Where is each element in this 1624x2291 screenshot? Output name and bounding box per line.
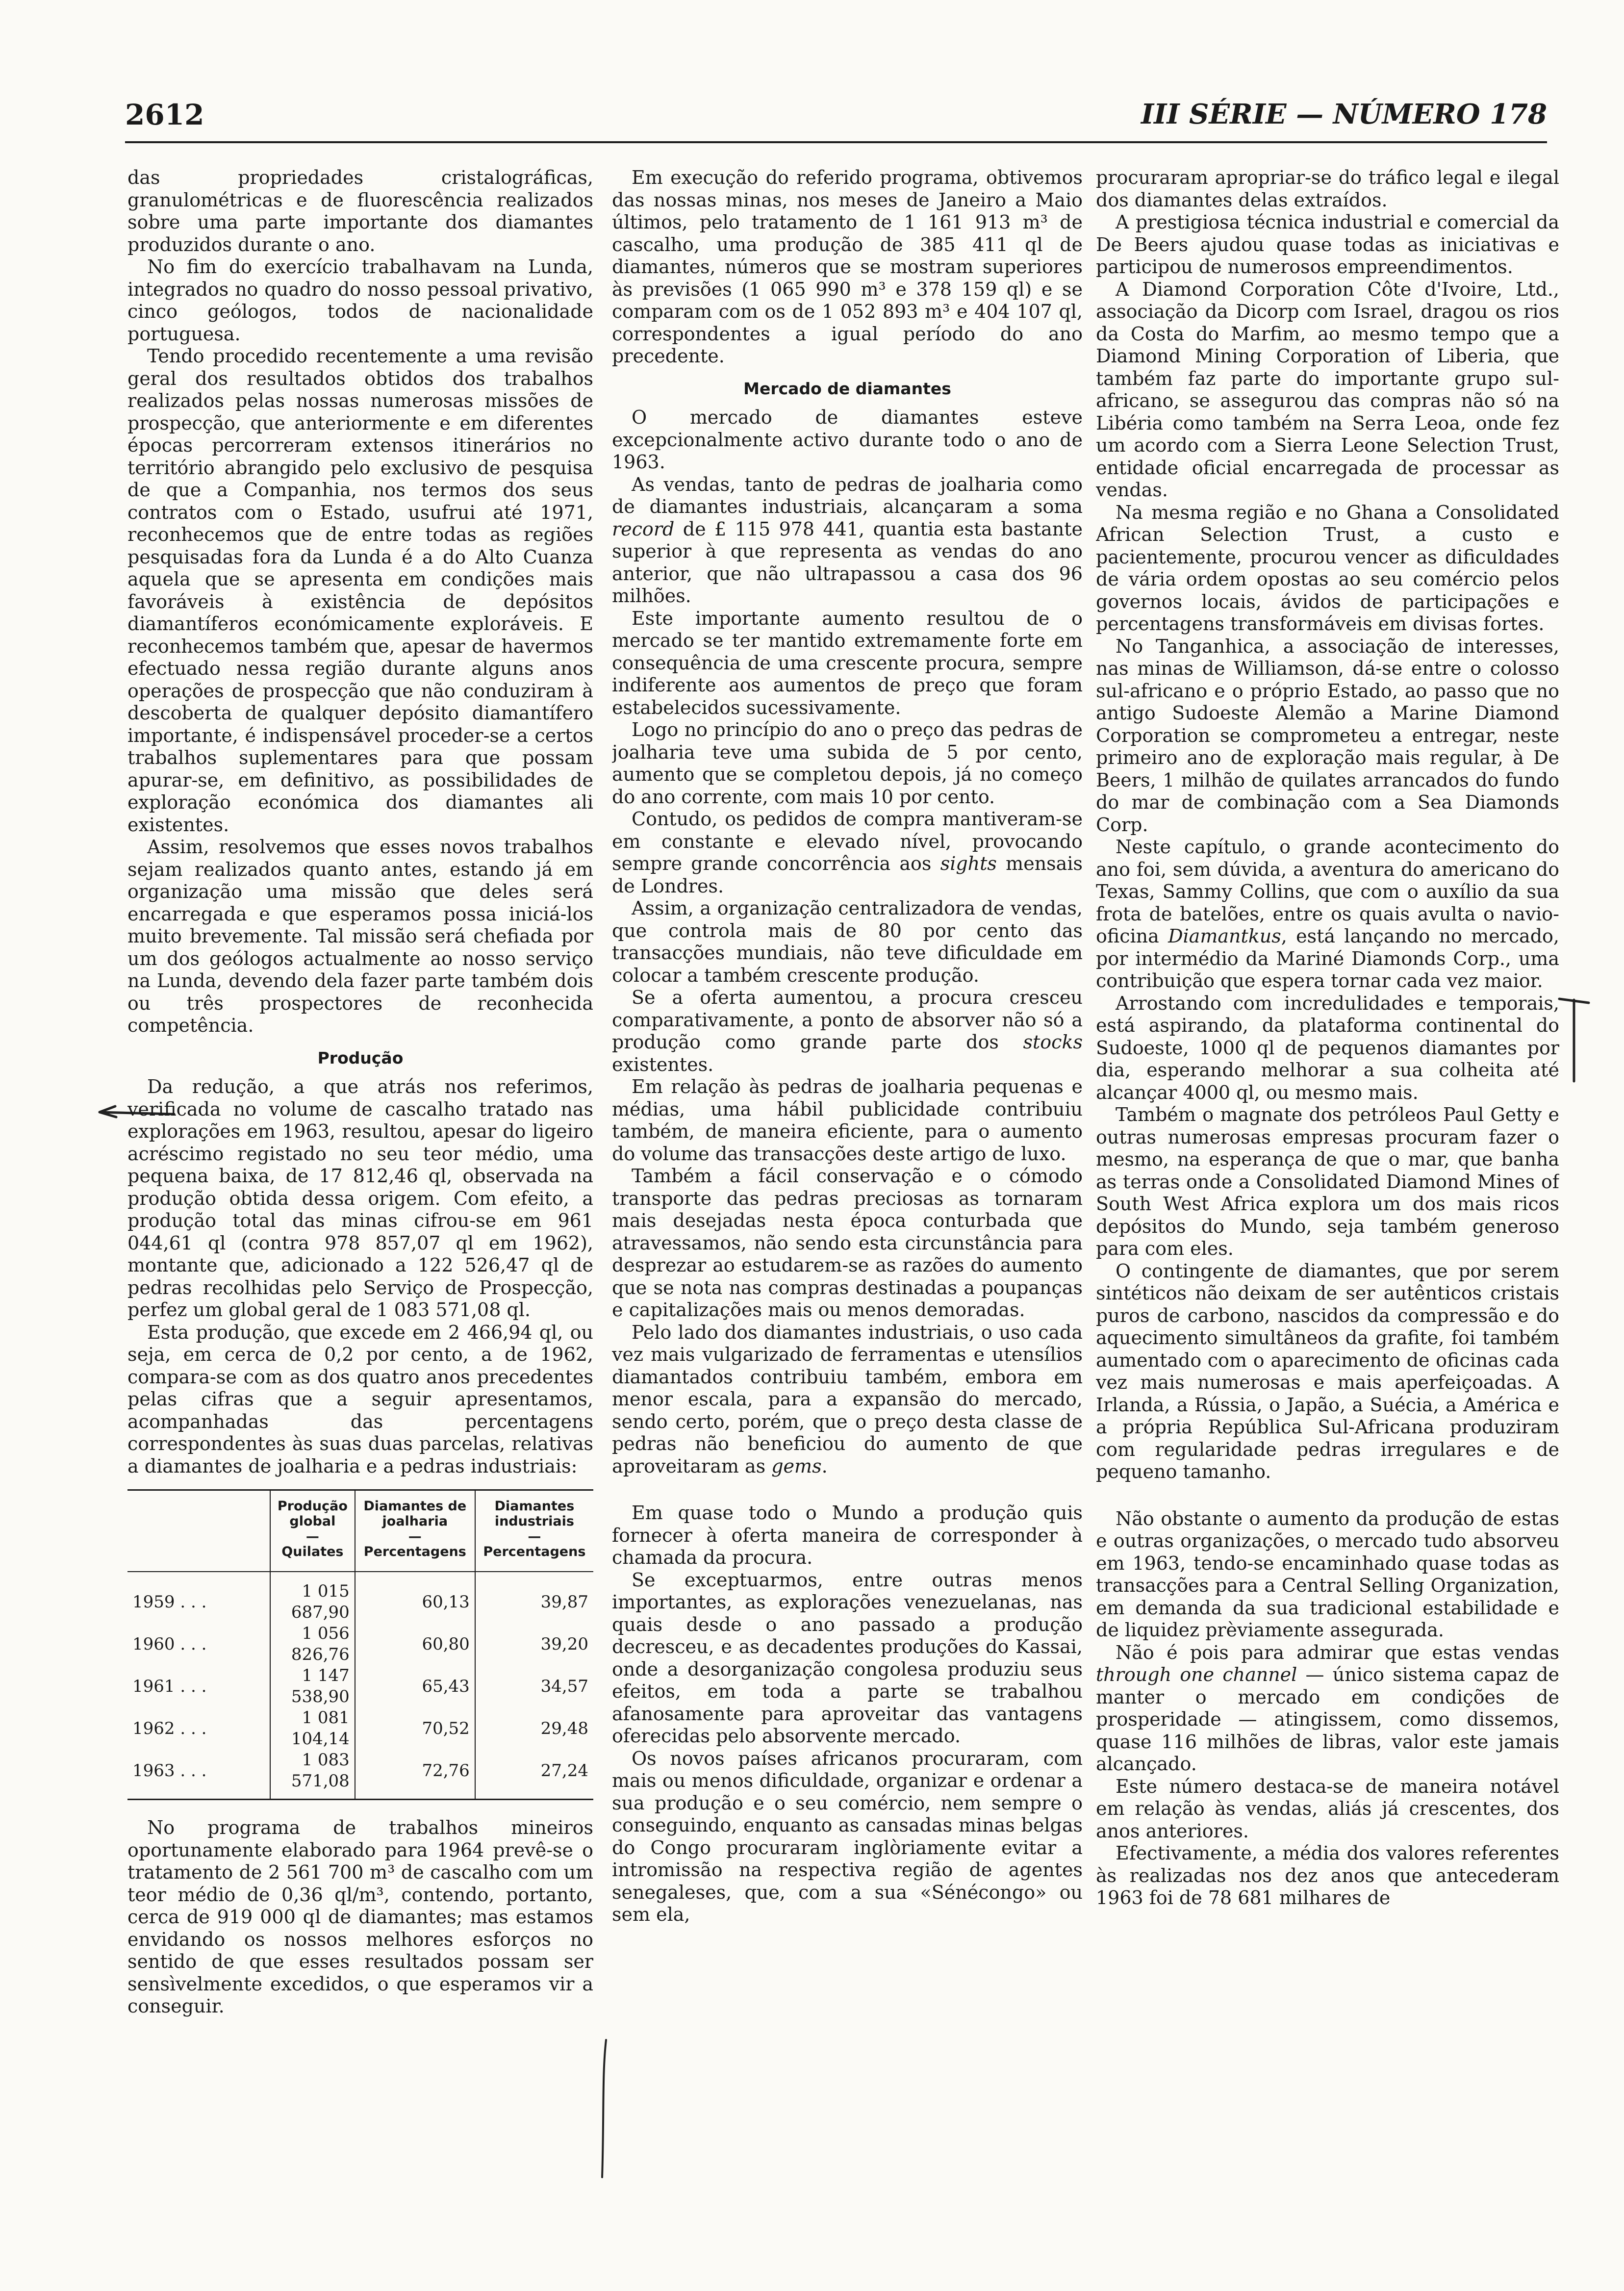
header-label: Diamantes industriais xyxy=(494,1499,575,1529)
paragraph: Este importante aumento resultou de o mercado se ter mantido extremamente forte em consequência de uma crescente procura, sempre indiferente aos aumentos de preço que foram estabelecidos sucessivamente. xyxy=(612,607,1083,718)
paragraph xyxy=(612,808,1083,897)
italic-term: Diamantkus xyxy=(1168,925,1281,947)
paragraph: Se exceptuarmos, entre outras menos importantes, as explorações venezuelanas, nas quais desde o ano passado a produção decresceu, e as decadentes produções do Kassai, onde a desorganização congolesa produziu seus efeitos, em toda a parte se trabalhou afanosamente para aproveitar das vantagens oferecidas pelo absorvente mercado. xyxy=(612,1569,1083,1747)
paragraph: Assim, a organização centralizadora de vendas, que controla mais de 80 por cento das transacções mundiais, não teve dificuldade em colocar a também crescente produção. xyxy=(612,897,1083,986)
cell-year: 1963 . . . xyxy=(127,1750,270,1799)
header-rule xyxy=(125,141,1547,143)
paragraph xyxy=(1096,1642,1559,1776)
column-1 xyxy=(127,167,593,2275)
text-run: . xyxy=(821,1455,828,1477)
paragraph: Em execução do referido programa, obtivemos das nossas minas, nos meses de Janeiro a Maio últimos, pelo tratamento de 1 161 913 m³ de cascalho, uma produção de 385 411 ql de diamantes, números que se mostram superiores às previsões (1 065 990 m³ e 378 159 ql) e se comparam com os de 1 052 893 m³ e 404 107 ql, correspondentes a igual período do ano precedente. xyxy=(612,167,1083,367)
paragraph xyxy=(612,987,1083,1076)
cell-global: 1 083 571,08 xyxy=(270,1750,355,1799)
paragraph: das propriedades cristalográficas, granulométricas e de fluorescência realizados sobre uma parte importante dos diamantes produzidos durante o ano. xyxy=(127,167,593,255)
paragraph: Assim, resolvemos que esses novos trabalhos sejam realizados quanto antes, estando já em organização uma missão que deles será encarregada e que esperamos possa iniciá-los muito brevemente. Tal missão será chefiada por um dos geólogos actualmente ao nosso serviço na Lunda, devendo dela fazer parte também dois ou três prospectores de reconhecida competência. xyxy=(127,836,593,1036)
cell-year: 1962 . . . xyxy=(127,1707,270,1750)
cell-joalharia: 60,80 xyxy=(355,1623,475,1665)
page-header xyxy=(125,98,1547,142)
cell-joalharia: 72,76 xyxy=(355,1750,475,1799)
table-row xyxy=(127,1707,593,1750)
paragraph: Tendo procedido recentemente a uma revisão geral dos resultados obtidos dos trabalhos realizados pelas nossas numerosas missões de prospecção, que anteriormente e em diferentes épocas percorreram extensos itinerários no território abrangido pelo exclusivo de pesquisa de que a Companhia, nos termos dos seus contratos com o Estado, usufrui até 1971, reconhecemos que de entre todas as regiões pesquisadas fora da Lunda é a do Alto Cuanza aquela que se apresenta em condições mais favoráveis à existência de depósitos diamantíferos económicamente exploráveis. E reconhecemos também que, apesar de havermos efectuado nessa região durante alguns anos operações de prospecção que não conduziram à descoberta de qualquer depósito diamantífero importante, é indispensável proceder-se a certos trabalhos suplementares para que possam apurar-se, em definitivo, as possibilidades de exploração económica dos diamantes ali existentes. xyxy=(127,345,593,836)
paragraph: Não obstante o aumento da produção de estas e outras organizações, o mercado tudo absorveu em 1963, tendo-se encaminhado quase todas as transacções para a Central Selling Organization, em demanda da sua tradicional estabilidade e de liquidez prèviamente assegurada. xyxy=(1096,1507,1559,1641)
cell-global: 1 147 538,90 xyxy=(270,1665,355,1707)
text-run: mensais de Londres. xyxy=(612,853,1083,897)
cell-year: 1960 . . . xyxy=(127,1623,270,1665)
paragraph: Também a fácil conservação e o cómodo transporte das pedras preciosas as tornaram mais desejadas nesta época conturbada que atravessamos, não sendo esta circunstância para desprezar ao estudarem-se as razões do aumento que se nota nas compras destinadas a poupanças e capitalizações mais ou menos demoradas. xyxy=(612,1165,1083,1321)
paragraph: Em relação às pedras de joalharia pequenas e médias, uma hábil publicidade contribuiu também, de maneira eficiente, para o aumento do volume das transacções deste artigo de luxo. xyxy=(612,1076,1083,1165)
paragraph: Na mesma região e no Ghana a Consolidated African Selection Trust, a custo e pacientemente, procurou vencer as dificuldades de vária ordem opostas ao seu comércio pelos governos locais, ávidos de participações e percentagens transformáveis em divisas fortes. xyxy=(1096,501,1559,635)
cell-global: 1 056 826,76 xyxy=(270,1623,355,1665)
paragraph: procuraram apropriar-se do tráfico legal e ilegal dos diamantes delas extraídos. xyxy=(1096,167,1559,211)
italic-term: record xyxy=(612,518,675,540)
production-table xyxy=(127,1489,593,1800)
page-number: 2612 xyxy=(125,98,204,131)
table-bottom-rule xyxy=(127,1799,593,1800)
cell-industriais: 27,24 xyxy=(540,1760,588,1781)
text-run: — único sistema capaz de manter o mercado em condições de prosperidade — atingissem, como dissemos, quase 116 milhões de libras, valor este jamais alcançado. xyxy=(1096,1664,1559,1775)
text-run: Pelo lado dos diamantes industriais, o uso cada vez mais vulgarizado de ferramentas e utensílios diamantados contribuiu também, embora em menor escala, para a expansão do mercado, sendo certo, porém, que o preço desta classe de pedras não beneficiou do aumento de que aproveitaram as xyxy=(612,1321,1083,1477)
paragraph: O contingente de diamantes, que por serem sintéticos não deixam de ser autênticos cristais puros de carbono, nascidos da compressão e do aquecimento simultâneos da grafite, foi também aumentado com o aparecimento de oficinas cada vez mais numerosas e mais aperfeiçoadas. A Irlanda, a Rússia, o Japão, a Suécia, a América e a própria República Sul-Africana produziram com regularidade pedras irregulares e de pequeno tamanho. xyxy=(1096,1260,1559,1482)
paragraph: A prestigiosa técnica industrial e comercial da De Beers ajudou quase todas as iniciativas e participou de numerosos empreendimentos. xyxy=(1096,211,1559,278)
cell-year: 1959 . . . xyxy=(127,1572,270,1623)
header-label: Diamantes de joalharia xyxy=(363,1499,467,1529)
section-heading-producao: Produção xyxy=(317,1048,404,1068)
cell-industriais: 29,48 xyxy=(540,1718,588,1738)
paragraph: A Diamond Corporation Côte d'Ivoire, Ltd., associação da Dicorp com Israel, dragou os rios da Costa do Marfim, ao mesmo tempo que a Diamond Mining Corporation of Liberia, que também faz parte do importante grupo sul-africano, se assegurou das compras não só na Libéria como também na Serra Leoa, onde fez um acordo com a Sierra Leone Selection Trust, entidade oficial encarregada de processar as vendas. xyxy=(1096,278,1559,501)
cell-global: 1 015 687,90 xyxy=(270,1572,355,1623)
header-dash: — xyxy=(408,1529,422,1544)
margin-line-mark xyxy=(597,2035,612,2182)
italic-term: through one channel xyxy=(1096,1664,1297,1685)
table-row xyxy=(127,1665,593,1707)
paragraph: Da redução, a que atrás nos referimos, verificada no volume de cascalho tratado nas explorações em 1963, resultou, apesar do ligeiro acréscimo registado no seu teor médio, uma pequena baixa, de 17 812,46 ql, observada na produção obtida dessa origem. Com efeito, a produção total das minas cifrou-se em 961 044,61 ql (contra 978 857,07 ql em 1962), montante que, adicionado a 122 526,47 ql de pedras recolhidas pelo Serviço de Prospecção, perfez um global geral de 1 083 571,08 ql. xyxy=(127,1076,593,1321)
table-header-joalharia xyxy=(355,1490,475,1572)
column-2 xyxy=(612,167,1083,2275)
paragraph: No programa de trabalhos mineiros oportunamente elaborado para 1964 prevê-se o tratamento de 2 561 700 m³ de cascalho com um teor médio de 0,36 ql/m³, contendo, portanto, cerca de 919 000 ql de diamantes; mas estamos envidando os nossos melhores esforços no sentido de que esses resultados possam ser sensìvelmente excedidos, o que esperamos vir a conseguir. xyxy=(127,1817,593,2017)
table-header-global xyxy=(270,1490,355,1572)
column-3 xyxy=(1096,167,1559,2275)
paragraph-gap xyxy=(612,1477,1083,1502)
text-run: existentes. xyxy=(612,1053,714,1075)
paragraph: Este número destaca-se de maneira notável em relação às vendas, aliás já crescentes, dos anos anteriores. xyxy=(1096,1775,1559,1842)
italic-term: stocks xyxy=(1023,1031,1083,1053)
cell-industriais: 39,20 xyxy=(540,1634,588,1654)
table-row xyxy=(127,1750,593,1799)
italic-term: gems xyxy=(771,1455,822,1477)
table-header-industriais xyxy=(475,1490,593,1572)
cell-industriais: 34,57 xyxy=(540,1676,588,1696)
italic-term: sights xyxy=(940,853,997,874)
text-run: As vendas, tanto de pedras de joalharia como de diamantes industriais, alcançaram a soma xyxy=(612,473,1083,517)
text-run: Não é pois para admirar que estas vendas xyxy=(1116,1641,1559,1663)
table-row xyxy=(127,1623,593,1665)
text-run: de £ 115 978 441, quantia esta bastante superior à que representa as vendas do ano anterior, que não ultrapassou a casa dos 96 milhões. xyxy=(612,518,1083,607)
text-run: , está lançando no mercado, por intermédio da Mariné Diamonds Corp., uma contribuição que espera tornar cada vez maior. xyxy=(1096,925,1559,992)
cell-year: 1961 . . . xyxy=(127,1665,270,1707)
paragraph xyxy=(612,474,1083,608)
paragraph: Também o magnate dos petróleos Paul Getty e outras numerosas empresas procuram fazer o mesmo, na esperança de que o mar, que banha as terras onde a Consolidated Diamond Mines of South West Africa explora um dos mais ricos depósitos do Mundo, seja também generoso para com eles. xyxy=(1096,1104,1559,1259)
cell-industriais: 39,87 xyxy=(540,1592,588,1612)
header-dash: — xyxy=(305,1529,319,1544)
header-unit: Percentagens xyxy=(363,1544,466,1559)
text-run: Neste capítulo, o grande acontecimento do ano foi, sem dúvida, a aventura do americano do Texas, Sammy Collins, que com o auxílio da sua frota de batelões, entre os quais avulta o navio-oficina xyxy=(1096,836,1559,947)
paragraph: Esta produção, que excede em 2 466,94 ql, ou seja, em cerca de 0,2 por cento, a de 1962, compara-se com as dos quatro anos precedentes pelas cifras que a seguir apresentamos, acompanhadas das percentagens correspondentes às suas duas parcelas, relativas a diamantes de joalharia e a pedras industriais: xyxy=(127,1321,593,1477)
section-heading-mercado: Mercado de diamantes xyxy=(743,379,951,398)
paragraph: No Tanganhica, a associação de interesses, nas minas de Williamson, dá-se entre o colosso sul-africano e o próprio Estado, ao passo que no antigo Sudoeste Alemão a Marine Diamond Corporation se comprometeu a entregar, neste primeiro ano de exploração mais regular, à De Beers, 1 milhão de quilates arrancados do fundo do mar de combinação com a Sea Diamonds Corp. xyxy=(1096,635,1559,836)
table-header-year xyxy=(127,1490,270,1572)
paragraph: Em quase todo o Mundo a produção quis fornecer à oferta maneira de corresponder à chamada da procura. xyxy=(612,1502,1083,1568)
paragraph: No fim do exercício trabalhavam na Lunda, integrados no quadro do nosso pessoal privativo, cinco geólogos, todos de nacionalidade portuguesa. xyxy=(127,256,593,345)
cell-joalharia: 60,13 xyxy=(355,1572,475,1623)
paragraph xyxy=(1096,836,1559,993)
paragraph: Logo no princípio do ano o preço das pedras de joalharia teve uma subida de 5 por cento, aumento que se completou depois, já no começo do ano corrente, com mais 10 por cento. xyxy=(612,719,1083,808)
paragraph: Arrostando com incredulidades e temporais, está aspirando, da plataforma continental do Sudoeste, 1000 ql de pequenos diamantes por dia, esperando melhorar a sua colheita até alcançar 4000 ql, ou mesmo mais. xyxy=(1096,992,1559,1103)
margin-bracket-mark xyxy=(1554,993,1594,1086)
paragraph-gap xyxy=(1096,1483,1559,1508)
paragraph: Os novos países africanos procuraram, com mais ou menos dificuldade, organizar e ordenar a sua produção e o seu comércio, nem sempre o conseguindo, enquanto as cansadas minas belgas do Congo procuraram inglòriamente evitar a intromissão na respectiva região de agentes senegaleses, que, com a sua «Sénécongo» ou sem ela, xyxy=(612,1747,1083,1925)
series-title: III SÉRIE — NÚMERO 178 xyxy=(1141,98,1547,130)
header-label: Produção global xyxy=(277,1499,348,1529)
table-row xyxy=(127,1572,593,1623)
paragraph: O mercado de diamantes esteve excepcionalmente activo durante todo o ano de 1963. xyxy=(612,407,1083,473)
paragraph: Efectivamente, a média dos valores referentes às realizadas nos dez anos que antecederam 1963 foi de 78 681 milhares de xyxy=(1096,1842,1559,1909)
cell-joalharia: 70,52 xyxy=(355,1707,475,1750)
paragraph xyxy=(612,1322,1083,1478)
header-unit: Quilates xyxy=(281,1544,344,1559)
cell-global: 1 081 104,14 xyxy=(270,1707,355,1750)
header-unit: Percentagens xyxy=(483,1544,586,1559)
text-run: Se a oferta aumentou, a procura cresceu comparativamente, a ponto de absorver não só a produção como grande parte dos xyxy=(612,987,1083,1053)
cell-joalharia: 65,43 xyxy=(355,1665,475,1707)
text-run: Contudo, os pedidos de compra mantiveram-se em constante e elevado nível, provocando sempre grande concorrência aos xyxy=(612,808,1083,874)
header-dash: — xyxy=(528,1529,541,1544)
